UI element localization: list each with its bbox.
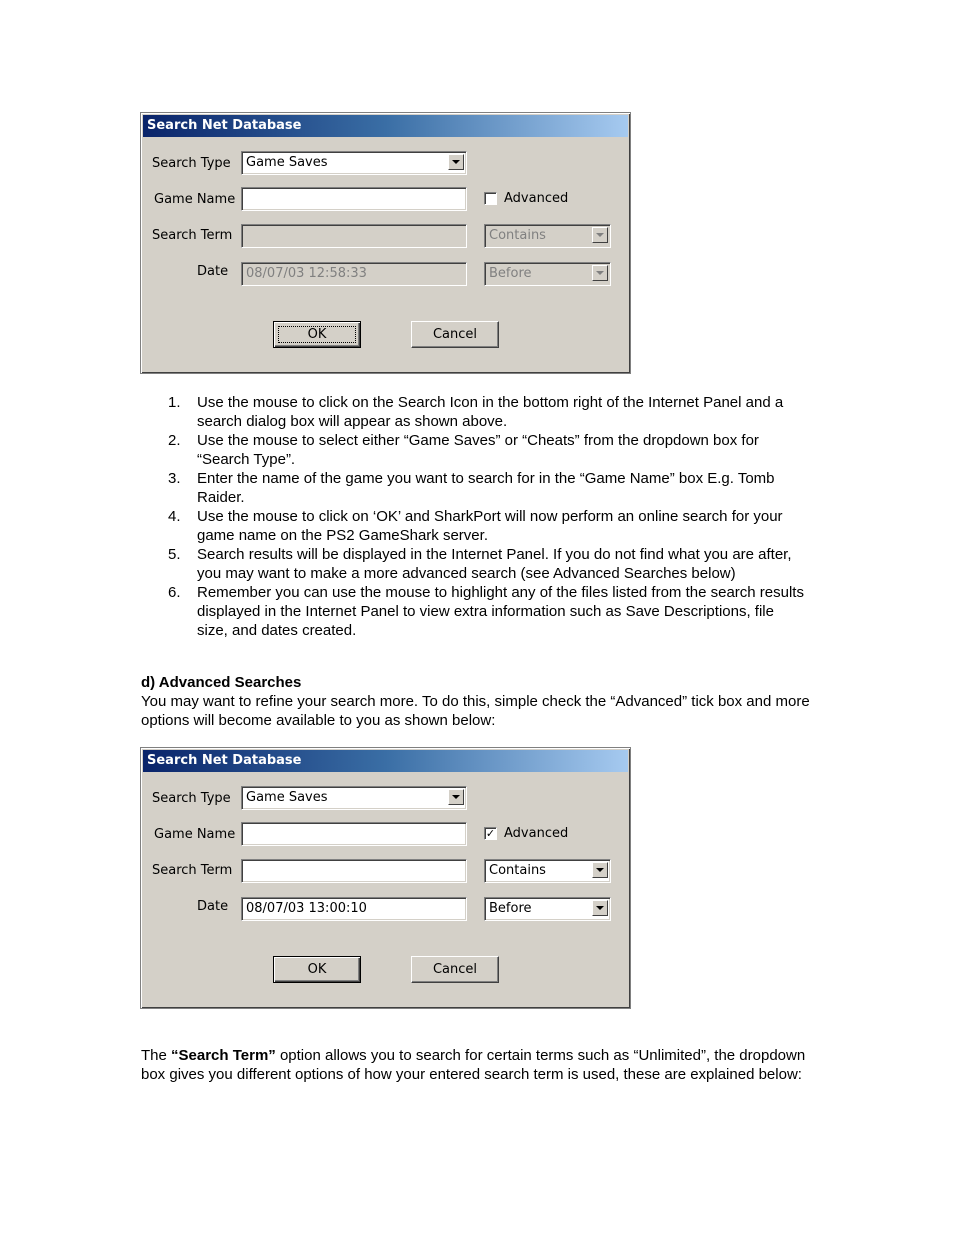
- cancel-button[interactable]: Cancel: [411, 956, 499, 983]
- advanced-label: Advanced: [504, 191, 569, 206]
- search-type-label: Search Type: [152, 791, 231, 806]
- game-name-input[interactable]: [241, 187, 467, 211]
- date-mode-select[interactable]: [484, 262, 611, 286]
- search-term-label: Search Term: [152, 863, 233, 878]
- dialog-title: Search Net Database: [143, 750, 628, 772]
- chevron-down-icon[interactable]: [448, 154, 464, 170]
- search-type-label: Search Type: [152, 156, 231, 171]
- list-item: 5. Search results will be displayed in the Internet Panel. If you do not find what you are after, you may want to make a more advanced search (see Advanced Searches below): [168, 546, 792, 582]
- ok-button[interactable]: [273, 321, 361, 348]
- dialog-title: Search Net Database: [143, 115, 628, 137]
- chevron-down-icon[interactable]: [448, 789, 464, 805]
- search-type-value: Game Saves: [246, 790, 328, 805]
- list-item: 4. Use the mouse to click on ‘OK’ and SharkPort will now perform an online search for your game name on the PS2 GameShark server.: [168, 508, 783, 544]
- list-item: 2. Use the mouse to select either “Game Saves” or “Cheats” from the dropdown box for “Search Type”.: [168, 432, 759, 468]
- search-type-select[interactable]: [241, 151, 467, 175]
- game-name-label: Game Name: [154, 827, 236, 842]
- cancel-button[interactable]: Cancel: [411, 321, 499, 348]
- match-mode-select[interactable]: [484, 859, 611, 883]
- search-dialog-advanced: [140, 747, 631, 1009]
- chevron-down-icon[interactable]: [592, 900, 608, 916]
- date-input[interactable]: 08/07/03 12:58:33: [241, 262, 467, 286]
- section-intro: You may want to refine your search more. To do this, simple check the “Advanced” tick box and more options will become available to you as shown below:: [141, 693, 810, 729]
- date-mode-value: Before: [489, 901, 532, 916]
- chevron-down-icon[interactable]: [592, 862, 608, 878]
- search-term-emphasis: “Search Term”: [171, 1047, 276, 1064]
- ok-button[interactable]: OK: [273, 956, 361, 983]
- chevron-down-icon[interactable]: [592, 227, 608, 243]
- list-item: 3. Enter the name of the game you want to search for in the “Game Name” box E.g. Tomb Raider.: [168, 470, 775, 506]
- focus-rectangle: [278, 326, 356, 343]
- search-term-input[interactable]: [241, 224, 467, 248]
- date-label: Date: [197, 264, 229, 279]
- list-item: 1. Use the mouse to click on the Search Icon in the bottom right of the Internet Panel and a search dialog box will appear as shown above.: [168, 394, 784, 430]
- chevron-down-icon[interactable]: [592, 265, 608, 281]
- date-input[interactable]: 08/07/03 13:00:10: [241, 897, 467, 921]
- date-mode-value: Before: [489, 266, 532, 281]
- search-type-value: Game Saves: [246, 155, 328, 170]
- game-name-label: Game Name: [154, 192, 236, 207]
- search-term-label: Search Term: [152, 228, 233, 243]
- ok-button-label: OK: [307, 327, 327, 342]
- advanced-checkbox[interactable]: ✓: [485, 827, 496, 840]
- search-dialog-basic: [140, 112, 631, 374]
- date-label: Date: [197, 899, 229, 914]
- section-heading: d) Advanced Searches: [141, 674, 302, 691]
- game-name-input[interactable]: [241, 822, 467, 846]
- search-type-select[interactable]: [241, 786, 467, 810]
- search-term-input[interactable]: [241, 859, 467, 883]
- advanced-checkbox[interactable]: [484, 192, 497, 205]
- advanced-label: Advanced: [504, 826, 569, 841]
- closing-paragraph: The “Search Term” option allows you to search for certain terms such as “Unlimited”, the dropdown box gives you different options of how your entered search term is used, these are explained below:: [141, 1047, 806, 1083]
- match-mode-select[interactable]: [484, 224, 611, 248]
- match-mode-value: Contains: [489, 863, 546, 878]
- instruction-steps: [168, 393, 808, 640]
- date-mode-select[interactable]: [484, 897, 611, 921]
- list-item: 6. Remember you can use the mouse to highlight any of the files listed from the search results displayed in the Internet Panel to view extra information such as Save Descriptions, file size, and dates created.: [168, 584, 804, 639]
- match-mode-value: Contains: [489, 228, 546, 243]
